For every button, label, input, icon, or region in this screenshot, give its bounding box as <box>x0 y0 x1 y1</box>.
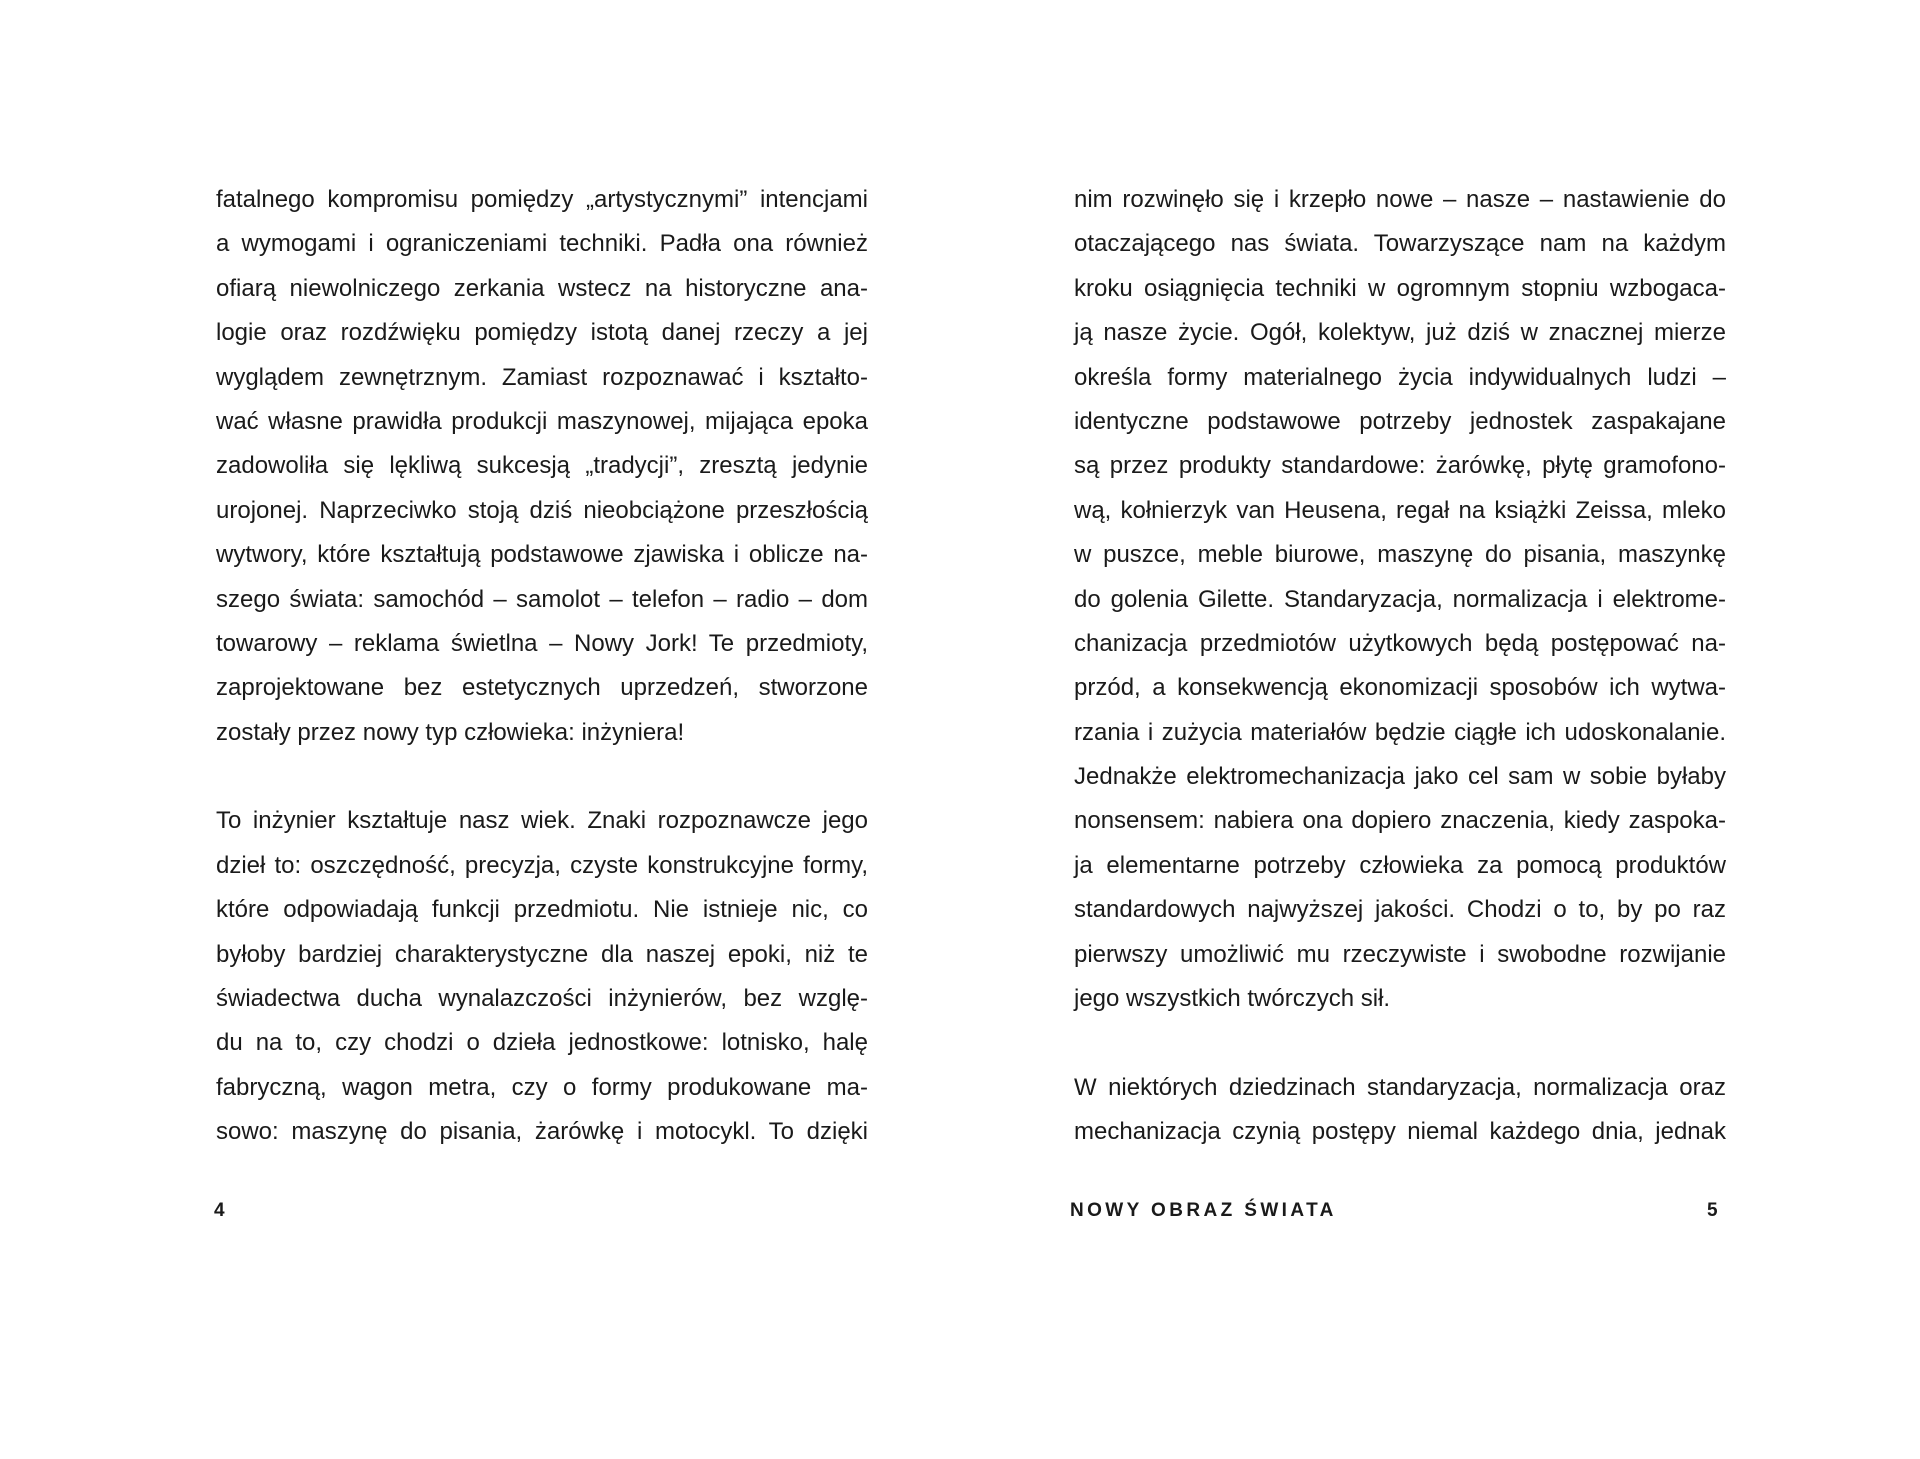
body-line: fabryczną, wagon metra, czy o formy produkowane ma- <box>216 1073 868 1101</box>
body-line: du na to, czy chodzi o dzieła jednostkowe: lotnisko, halę <box>216 1029 868 1057</box>
body-line: fatalnego kompromisu pomiędzy „artystycznymi” intencjami <box>216 186 868 213</box>
body-line: wytwory, które kształtują podstawowe zjawiska i oblicze na- <box>216 541 868 569</box>
body-line: mechanizacja czynią postępy niemal każdego dnia, jednak <box>1074 1118 1726 1146</box>
body-line: byłoby bardziej charakterystyczne dla naszej epoki, niż te <box>216 940 868 968</box>
body-line: kroku osiągnięcia techniki w ogromnym stopniu wzbogaca- <box>1074 274 1726 302</box>
body-line: sowo: maszynę do pisania, żarówkę i motocykl. To dzięki <box>216 1118 868 1146</box>
paragraph-gap <box>216 755 868 799</box>
body-line: standardowych najwyższej jakości. Chodzi o to, by po raz <box>1074 896 1726 924</box>
body-line: świadectwa ducha wynalazczości inżynierów, bez wzglę- <box>216 985 868 1013</box>
body-line: dzieł to: oszczędność, precyzja, czyste konstrukcyjne formy, <box>216 851 868 879</box>
body-line: określa formy materialnego życia indywidualnych ludzi – <box>1074 363 1726 391</box>
body-line: zaprojektowane bez estetycznych uprzedzeń, stworzone <box>216 674 868 702</box>
left-page-body <box>216 178 868 1155</box>
body-line: ją nasze życie. Ogół, kolektyw, już dziś w znacznej mierze <box>1074 319 1726 347</box>
body-line: które odpowiadają funkcji przedmiotu. Nie istnieje nic, co <box>216 896 868 924</box>
body-line: a wymogami i ograniczeniami techniki. Padła ona również <box>216 230 868 258</box>
page-number-right: 5 <box>1707 1200 1720 1221</box>
body-line: ofiarą niewolniczego zerkania wstecz na historyczne ana- <box>216 274 868 302</box>
body-line: zadowoliła się lękliwą sukcesją „tradycji”, zresztą jedynie <box>216 452 868 480</box>
body-line: pierwszy umożliwić mu rzeczywiste i swobodne rozwijanie <box>1074 940 1726 968</box>
body-line: przód, a konsekwencją ekonomizacji sposobów ich wytwa- <box>1074 674 1726 702</box>
body-line: Jednakże elektromechanizacja jako cel sam w sobie byłaby <box>1074 763 1726 791</box>
body-line: To inżynier kształtuje nasz wiek. Znaki rozpoznawcze jego <box>216 807 868 835</box>
body-line: wać własne prawidła produkcji maszynowej, mijająca epoka <box>216 407 868 435</box>
paragraph-gap <box>1074 1021 1726 1065</box>
body-line: rzania i zużycia materiałów będzie ciągłe ich udoskonalanie. <box>1074 718 1726 746</box>
body-line: do golenia Gilette. Standaryzacja, normalizacja i elektrome- <box>1074 585 1726 613</box>
body-line: zostały przez nowy typ człowieka: inżyniera! <box>216 718 685 746</box>
right-page <box>960 0 1920 1459</box>
body-line: W niektórych dziedzinach standaryzacja, normalizacja oraz <box>1074 1073 1726 1101</box>
page-number-left: 4 <box>214 1200 227 1221</box>
body-line: wą, kołnierzyk van Heusena, regał na książki Zeissa, mleko <box>1074 496 1726 524</box>
body-line: chanizacja przedmiotów użytkowych będą postępować na- <box>1074 629 1726 657</box>
right-page-body <box>1074 178 1726 1155</box>
body-line: nim rozwinęło się i krzepło nowe – nasze – nastawienie do <box>1074 186 1726 213</box>
body-line: wyglądem zewnętrznym. Zamiast rozpoznawać i kształto- <box>216 363 868 391</box>
body-line: identyczne podstawowe potrzeby jednostek zaspakajane <box>1074 407 1726 435</box>
body-line: w puszce, meble biurowe, maszynę do pisania, maszynkę <box>1074 541 1726 569</box>
body-line: logie oraz rozdźwięku pomiędzy istotą danej rzeczy a jej <box>216 319 868 347</box>
body-line: otaczającego nas świata. Towarzyszące nam na każdym <box>1074 230 1726 258</box>
running-head: NOWY OBRAZ ŚWIATA <box>1070 1200 1337 1221</box>
body-line: ja elementarne potrzeby człowieka za pomocą produktów <box>1074 851 1726 879</box>
body-line: nonsensem: nabiera ona dopiero znaczenia, kiedy zaspoka- <box>1074 807 1726 835</box>
body-line: towarowy – reklama świetlna – Nowy Jork! Te przedmioty, <box>216 629 868 657</box>
body-line: są przez produkty standardowe: żarówkę, płytę gramofono- <box>1074 452 1726 480</box>
body-line: szego świata: samochód – samolot – telefon – radio – dom <box>216 585 868 613</box>
body-line: jego wszystkich twórczych sił. <box>1074 985 1391 1013</box>
body-line: urojonej. Naprzeciwko stoją dziś nieobciążone przeszłością <box>216 496 868 524</box>
